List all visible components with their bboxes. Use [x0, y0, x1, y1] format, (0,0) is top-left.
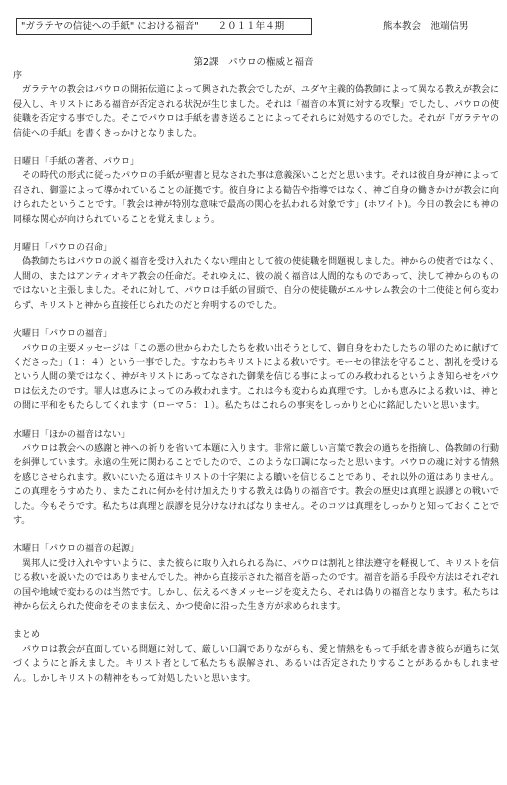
section-heading: 序	[13, 71, 23, 81]
section-body: ガラテヤの教会はパウロの開拓伝道によって興された教会でしたが、ユダヤ主義的偽教師によって異なる教えが教会に侵入し、キリストにある福音が否定される状況が生じました。それは「福音の本質に対する攻撃」でしたし、パウロの使徒職を否定する事でした。そこでパウロは手紙を書き送ることによってそれらに対処するのでした。それが『ガラテヤの信徒への手紙』を書くきっかけとなりました。	[13, 85, 500, 139]
section-body: 異邦人に受け入れやすいように、また彼らに取り入れられる為に、パウロは割礼と律法遵守を軽視して、キリストを信じる救いを説いたのではありませんでした。神から直接示された福音を語ったのです。福音を語る手段や方法はそれぞれの国や地域で変わるのは当然です。しかし、伝えるべきメッセージを変えたら、それは偽りの福音となります。私たちは神から伝えられた使命をそのまま伝え、かつ使命に沿った生き方が求められます。	[13, 558, 499, 612]
document-body	[13, 69, 499, 686]
section-monday	[13, 241, 499, 313]
section-heading: 木曜日「パウロの福音の起源」	[13, 544, 140, 555]
section-summary	[13, 628, 499, 686]
section-tuesday	[13, 327, 499, 413]
section-thursday	[13, 542, 499, 614]
section-body: パウロは教会が直面している問題に対して、厳しい口調でありながらも、愛と情熱をもって手紙を書き彼らが過ちに気づくようにと訴えました。キリスト者として私たちも誤解され、あるいは否定されたりすることがあるかもしれません。しかしキリストの精神をもって対処したいと思います。	[13, 644, 499, 684]
section-body: 偽教師たちはパウロの説く福音を受け入れたくない理由として彼の使徒職を問題視しました。神からの使者ではなく、人間の、またはアンティオキア教会の任命だ。それゆえに、彼の説く福音は人間的なものであって、決して神からのものではないと主張しました。それに対して、パウロは手紙の冒頭で、自分の使徒職がエルサレム教会の十二使徒と何ら変わらず、キリストと神から直接任じられたのだと弁明するのでした。	[13, 257, 499, 311]
section-heading: 火曜日「パウロの福音」	[13, 329, 113, 340]
lesson-title: 第2課 パウロの権威と福音	[193, 57, 314, 68]
series-title: "ガラテヤの信徒への手紙" における福音" ２０１１年４期	[21, 21, 285, 32]
section-body: パウロは教会への感謝と神への祈りを省いて本題に入ります。非常に厳しい言葉で教会の過ちを指摘し、偽教師の行動を糾弾しています。永遠の生死に関わることでしたので、このような口調になったと思います。パウロの魂に対する情熱を感じさせられます。救いにいたる道はキリストの十字架による贖いを信じることであり、それ以外の道はありません。この真理をうすめたり、またこれに何かを付け加えたりする教えは偽りの福音です。教会の歴史は真理と誤謬との戦いでした。今もそうです。私たちは真理と誤謬を見分けなければなりません。そのコツは真理をしっかりと知っておくことです。	[13, 443, 499, 526]
section-heading: 月曜日「パウロの召命」	[13, 243, 113, 254]
series-title-box	[16, 18, 312, 35]
section-heading: 日曜日「手紙の著者、パウロ」	[13, 157, 140, 168]
section-body: パウロの主要メッセージは「この悪の世からわたしたちを救い出そうとして、御自身をわたしたちの罪のために献げてくださった」（１：４）という一事でした。すなわちキリストによる救いです。モーセの律法を守ること、割礼を受けるという人間の業ではなく、神がキリストにあってなされた御業を信じる事によってのみ救われるというよき知らせをパウロは伝えたのです。罪人は恵みによってのみ救われます。これは今も変わらぬ真理です。しかも恵みによる救いは、神との間に平和をもたらしてくれます（ローマ５：１）。私たちはこれらの事実をしっかりと心に銘記したいと思います。	[13, 343, 499, 412]
section-sunday	[13, 155, 499, 227]
section-wednesday	[13, 428, 499, 529]
author-name: 熊本教会 池端信男	[383, 21, 469, 32]
section-heading: 水曜日「ほかの福音はない」	[13, 429, 131, 440]
section-heading: まとめ	[13, 630, 41, 641]
section-intro	[13, 69, 499, 141]
section-body: その時代の形式に従ったパウロの手紙が聖書と見なされた事は意義深いことだと思います。それは彼自身が神によって召され、御霊によって導かれていることの証拠です。彼自身による勧告や指導ではなく、神ご自身の働きかけが教会に向けられたということです。「教会は神が特別な意味で最高の関心を払われる対象です」(ホワイト)。今日の教会にも神の同様な関心が向けられていることを覚えましょう。	[13, 171, 499, 225]
